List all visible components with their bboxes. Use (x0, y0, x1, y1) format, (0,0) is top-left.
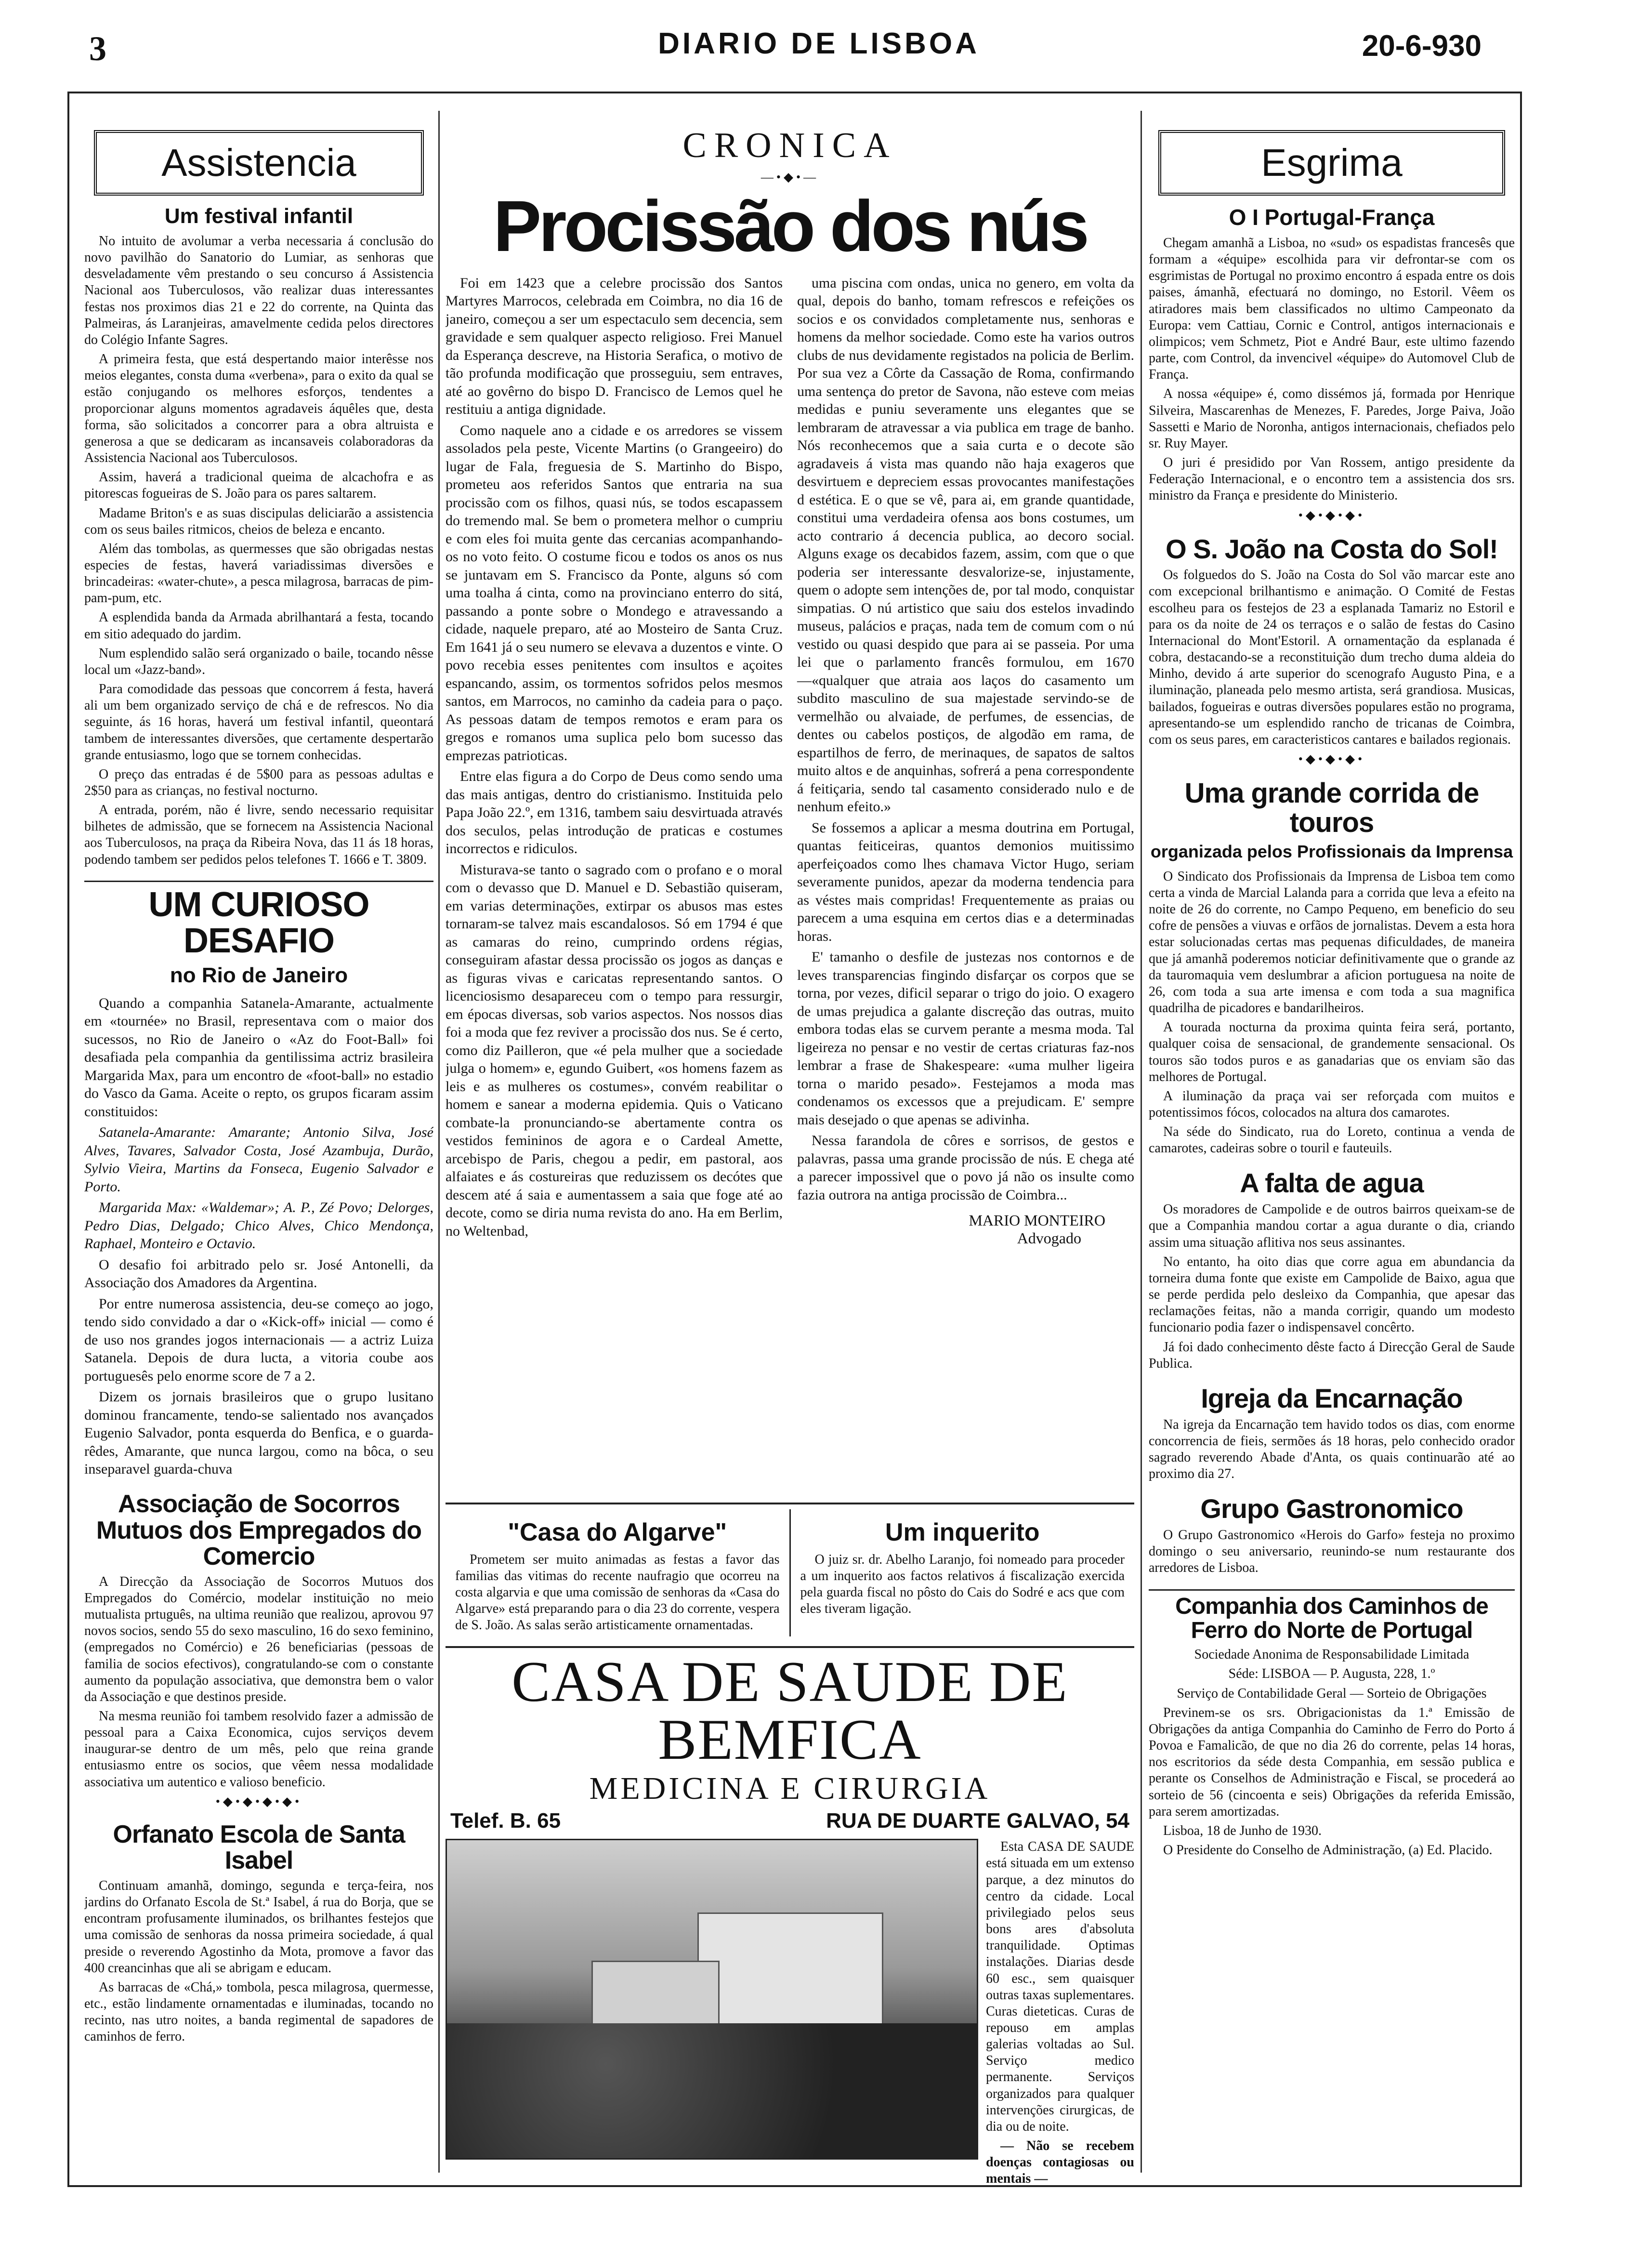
paragraph: A nossa «équipe» é, como dissémos já, formada por Henrique Silveira, Mascarenhas de Menezes, F. Paredes, Jorge Paiva, João Sassetti e Mario de Noronha, antigos internacionais, chefiados pelo sr. Ruy Mayer. (1149, 386, 1515, 451)
cronica-title: Procissão dos nús (493, 185, 1087, 266)
paragraph: A tourada nocturna da proxima quinta feira será, portanto, qualquer coisa de sensacional, de grandemente sensacional. Os touros são todos puros e as ganadarias que os enviam são das melhores de Portugal. (1149, 1020, 1515, 1084)
paragraph: Lisboa, 18 de Junho de 1930. (1163, 1823, 1322, 1838)
paragraph: O juiz sr. dr. Abelho Laranjo, foi nomeado para proceder a um inquerito aos factos relativos á fiscalização exercida pela guarda fiscal no pôsto do Cais do Sodré e acs que com eles tiveram ligação. (800, 1552, 1125, 1616)
paragraph: O Presidente do Conselho de Administração, (a) Ed. Placido. (1163, 1843, 1493, 1858)
paragraph: Na séde do Sindicato, rua do Loreto, continua a venda de camarotes, cadeiras sobre o touril e fauteuils. (1149, 1124, 1515, 1156)
article-title: Companhia dos Caminhos de Ferro do Norte de Portugal (1149, 1589, 1515, 1643)
article-subtitle: organizada pelos Profissionais da Imprensa (1150, 841, 1513, 861)
ad-body (446, 1839, 1134, 2190)
paragraph: Na mesma reunião foi tambem resolvido fazer a admissão de pessoal para a Caixa Economica, cujos serviços devem inaugurar-se dentro de um mês, pelo que reina grande entusiasmo entre os socios, que vêem nessa modalidade associativa um autentico e valioso beneficio. (84, 1709, 433, 1790)
ad-subtitle: MEDICINA E CIRURGIA (589, 1771, 991, 1806)
cronica-column-b (797, 274, 1134, 1488)
article-title: O I Portugal-França (1229, 205, 1435, 230)
paragraph: Como naquele ano a cidade e os arredores se vissem assolados pela peste, Vicente Martins (o Grangeeiro) do lugar de Fala, freguesia de S. Martinho do Bispo, prometeu aos referidos Santos que entraria na sua procissão com os filhos, quasi nús, se todos escapassem do tremendo mal. Se bem o prometera melhor o cumpriu e com eles foi muita gente das cercanias acompanhando-os no voto feito. O costume ficou e todos os anos os nus se juntavam em S. Francisco da Ponte, alguns só com uma toalha á cinta, como na provinciano enterro do sitá, passando a ponte sobre o Mondego e atravessando a cidade, naquele preparo, até ao Mosteiro de Santa Cruz. Em 1641 já o seu numero se elevava a duzentos e vinte. O povo recebia esses penitentes com insultos e açoites espancando, assim, os tormentos sofridos pelos mesmos santos, em Marrocos, no caminho da cadeia para o paço. As pessoas datam de tempos remotos e eram para os gregos e romanos uma suplica pelo bom sucesso das emprezas patrioticas. (446, 422, 783, 764)
cronica-body (446, 274, 1134, 1488)
ornament-divider: •◆•◆•◆• (1298, 752, 1365, 766)
ornament-divider: •◆•◆•◆•◆• (215, 1794, 302, 1808)
paragraph: O Grupo Gastronomico «Herois do Garfo» festeja no proximo domingo o seu aniversario, reunindo-se num restaurante dos arredores de Lisboa. (1149, 1528, 1515, 1576)
paragraph: uma piscina com ondas, unica no genero, em volta da qual, depois do banho, tomam refrescos e refeições os socios e os convidados completamente nus, senhoras e homens da melhor sociedade. Como este ha varios outros clubs de nus devidamente registados na policia de Berlim. Por sua vez a Côrte da Cassação de Roma, confirmando uma sentença do pretor de Savona, não esteve com meias medidas e puniu severamente uns elegantes que se lembraram de atravessar a via publica em trage de banho. Nós reconhecemos que a saia curta e o decote são agradaveis á vista mas quando não haja exageros que desvirtuem e depreciem essas provocantes manifestações d estética. E o que se vê, para ai, em grande quantidade, constitui uma verdadeira ofensa aos bons costumes, um acto contrario á decencia publica, ao decoro social. Alguns exage os decabidos fazem, assim, com que o que poderia ser interessante desvalorize-se, injustamente, quem o adopte sem intenções de, por tal modo, conquistar simpatias. O nú artistico que saiu dos estelos invadindo museus, palácios e praças, nada tem de comum com o nú vestido ou quasi despido que para ai se passeia. Por uma lei que o parlamento francês formulou, em 1670 —«qualquer que atraia aos laços do casamento um subdito masculino de sua majestade servindo-se de vermelhão ou alvaiade, de perfumes, de essencias, de dentes ou cabelos postiços, de algodão em rama, de espartilhos de ferro, de merinaques, de sapatos de saltos muito altos e de anquinhas, sofrerá a pena correspondente á feitiçaria, sendo tal casamento considerado nulo e de nenhum efeito.» (797, 275, 1134, 815)
paragraph: Chegam amanhã a Lisboa, no «sud» os espadistas francesês que formam a «équipe» escolhida para vir defrontar-se com os esgrimistas de Portugal no proximo encontro á espada entre os dois paises, ámanhã, efectuará no domingo, no Estoril. Vêem os atiradores mais bem classificados no ultimo Campeonato da Europa: vem Cattiau, Cornic e Control, antigos internacionais e olimpicos; vem Schmetz, Piot e André Baur, este ultimo fazendo parte, com Control, da invencivel «équipe» do Automovel Club de França. (1149, 236, 1515, 382)
paragraph: Satanela-Amarante: Amarante; Antonio Silva, José Alves, Tavares, Salvador Costa, José Azambuja, Durão, Sylvio Vieira, Martins da Fonseca, Eugenio Salvador e Porto. (84, 1124, 433, 1195)
paragraph: A Direcção da Associação de Socorros Mutuos dos Empregados do Comércio, modelar instituição no meio mutualista prtuguês, na ultima reunião que realizou, aprovou 97 novos socios, sendo 55 do sexo masculino, 16 do sexo feminino, (empregados no Comércio) e 26 beneficiarias (pessoas de familia de socios efectivos), congratulando-se com o constante aumento da população associativa, que demonstra bem o valor da Associação e que destinos preside. (84, 1574, 433, 1704)
author-signature: MARIO MONTEIRO (969, 1212, 1105, 1229)
paragraph: Continuam amanhã, domingo, segunda e terça-feira, nos jardins do Orfanato Escola de St.ª Isabel, á rua do Borja, que se encontram profusamente iluminados, os brilhantes festejos que uma comissão de senhoras da nossa primeira sociedade, á qual preside o reverendo Agostinho da Mota, promove a favor das 400 creancinhas que ali se abrigam e educam. (84, 1878, 433, 1976)
section-header-esgrima: Esgrima (1158, 130, 1505, 196)
column-rule (438, 111, 440, 2173)
author-role: Advogado (1017, 1229, 1081, 1247)
column-rule (1141, 111, 1142, 2173)
paragraph: Além das tombolas, as quermesses que são obrigadas nestas especies de festas, haverá variadissimas diversões e brincadeiras: «water-chute», a pesca milagrosa, barracas de pim-pam-pum, etc. (84, 541, 433, 606)
paragraph: No entanto, ha oito dias que corre agua em abundancia da torneira duma fonte que existe em Campolide de Baixo, agua que se perde perdida pelo desleixo da Companhia, que apesar das reclamações feitas, não a manda corrigir, quando um modesto funcionario podia fazer o indispensavel concêrto. (1149, 1254, 1515, 1335)
issue-date: 20-6-930 (1362, 29, 1482, 63)
page-number: 3 (89, 29, 106, 68)
ornament-divider: •◆•◆•◆• (1298, 508, 1365, 522)
ad-contact-line (446, 1809, 1134, 1833)
paragraph: Prometem ser muito animadas as festas a favor das familias das vitimas do recente naufragio que ocorreu na costa algarvia e que uma comissão de senhoras da «Casa do Algarve» está preparando para o dia 23 do corrente, vespera de S. João. As salas serão artisticamente ornamentadas. (455, 1552, 780, 1633)
news-inquerito (789, 1509, 1135, 1637)
paragraph: A esplendida banda da Armada abrilhantará a festa, tocando em sitio adequado do jardim. (84, 610, 433, 642)
paragraph: Foi em 1423 que a celebre procissão dos Santos Martyres Marrocos, celebrada em Coimbra, no dia 16 de janeiro, começou a ser um espectaculo sem decencia, sem gravidade e sem qualquer aspecto religioso. Frei Manuel da Esperança descreve, na Historia Serafica, o motivo de tão profunda modificação que prosseguiu, sem entraves, até ao govêrno do bispo D. Francisco de Lemos quel he restituiu a antiga dignidade. (446, 275, 783, 417)
paragraph: Entre elas figura a do Corpo de Deus como sendo uma das mais antigas, dentro do cristianismo. Instituida pelo Papa João 22.º, em 1316, tambem saiu desvirtuada através dos seculos, pelas introdução de praticas e costumes incorrectos e ridiculos. (446, 768, 783, 857)
building-photo (446, 1839, 978, 2160)
advertisement-casa-de-saude (446, 1646, 1134, 2190)
paragraph: E' tamanho o desfile de justezas nos contornos e de leves transparencias fingindo disfarçar os corpos que se torna, por vezes, dificil separar o trigo do joio. O exagero de umas prejudica a galante discreção das outras, muito embora todas elas se curvem perante a mesma moda. Tal ligeireza no pensar e no vestir de certas criaturas faz-nos lembrar a frase de Shakespeare: «uma mulher ligeira torna o marido pesado». Festejamos a moda mas condenamos os excessos que a prejudicam. E' sempre mais desejado o que apenas se adivinha. (797, 949, 1134, 1128)
article-title: Associação de Socorros Mutuos dos Empregados do Comercio (96, 1490, 422, 1571)
article-title: "Casa do Algarve" (508, 1518, 727, 1546)
article-title: Um inquerito (885, 1518, 1040, 1546)
cronica-column-a (446, 274, 783, 1488)
masthead: DIARIO DE LISBOA (658, 27, 980, 60)
cronica-kicker: CRONICA (682, 126, 897, 165)
paragraph: O juri é presidido por Van Rossem, antigo presidente da Federação Internacional, e o encontro tem a assistencia dos srs. ministro da França e presidente do Ministerio. (1149, 455, 1515, 503)
news-casa-do-algarve (446, 1509, 789, 1637)
paragraph: Previnem-se os srs. Obrigacionistas da 1.ª Emissão de Obrigações da antiga Companhia do Caminho de Ferro do Porto á Povoa e Famalicão, de que no dia 26 do corrente, pelas 14 horas, nos escritorios da séde desta Companhia, em sessão publica e perante os Conselhos de Administração e Fiscal, se procederá ao sorteio de 56 (cincoenta e seis) Obrigações da referida Emissão, para serem amortizadas. (1149, 1705, 1515, 1819)
paragraph: A primeira festa, que está despertando maior interêsse nos meios elegantes, consta duma «verbena», para o exito da qual se estão conjugando os melhores esforços, tendentes a proporcionar alguns momentos agradaveis áquêles que, desta forma, são solicitados a concorrer para a obra altruista e generosa a que se dedicaram as incansaveis colaboradoras da Assistencia Nacional aos Tuberculosos. (84, 352, 433, 466)
paragraph: Para comodidade das pessoas que concorrem á festa, haverá ali um bem organizado serviço de chá e de refrescos. No dia seguinte, ás 16 horas, haverá um festival infantil, queontará tambem de interessantes diversões, que certamente despertarão grande entusiasmo, logo que se tornem conhecidas. (84, 682, 433, 763)
paragraph: Os folguedos do S. João na Costa do Sol vão marcar este ano com excepcional brilhantismo e animação. O Comité de Festas escolheu para os festejos de 23 a esplanada Tamariz no Estoril e para os da noite de 24 os terraços e o salão de festas do Casino Internacional do Mont'Estoril. A ornamentação da esplanada é cobra, destacando-se a reconstituição dum trecho duma aldeia do Minho, devido á arte superior do scenografo Augusto Pina, e a iluminação, planeada pelo mesmo artista, será grandiosa. Musicas, bailados, fogueiras e outras diversões populares estão no programa, apresentando-se um esplendido rancho de tricanas de Coimbra, com os seus pares, em caracteristicos cantares e bailados regionais. (1149, 567, 1515, 747)
ornament-divider: —•◆•— (761, 170, 819, 184)
photo-building (697, 1912, 883, 2031)
paragraph: O Sindicato dos Profissionais da Imprensa de Lisboa tem como certa a vinda de Marcial Lalanda para a corrida que leva a efeito na noite de 26 do corrente, no Campo Pequeno, em beneficio do seu cofre de pensões a viuvas e orfãos de jornalistas. Devem a esta hora estar solucionadas certas mas pequenas dificuldades, de maneira que já amanhã poderemos noticiar definitivamente que o grande az da tauromaquia vem deslumbrar a aficion portuguesa na noite de 26, com toda a sua arte imensa e com toda a sua magnifica quadrilha de picadores e bandarilheiros. (1149, 869, 1515, 1016)
article-title: Igreja da Encarnação (1201, 1383, 1463, 1413)
page-header (0, 0, 1626, 92)
ad-phone: Telef. B. 65 (450, 1809, 561, 1833)
section-header-assistencia: Assistencia (94, 130, 424, 196)
paragraph: Margarida Max: «Waldemar»; A. P., Zé Povo; Delorges, Pedro Dias, Delgado; Chico Alves, Chico Mendonça, Raphael, Monteiro e Octavio. (84, 1200, 433, 1252)
paragraph: O preço das entradas é de 5$00 para as pessoas adultas e 2$50 para as crianças, no festival nocturno. (84, 766, 433, 798)
column-right (1149, 111, 1515, 1861)
paragraph: Assim, haverá a tradicional queima de alcachofra e as pitorescas fogueiras de S. João para os pares saltarem. (84, 470, 433, 501)
paragraph: Sociedade Anonima de Responsabilidade Limitada (1194, 1647, 1469, 1662)
article-title: Um festival infantil (164, 204, 354, 228)
paragraph: No intuito de avolumar a verba necessaria á conclusão do novo pavilhão do Sanatorio do Lumiar, as senhoras que desveladamente vêm prestando o seu concurso á Assistencia Nacional aos Tuberculosos, vão realizar duas interessantes festas nos proximos dias 21 e 22 do corrente, na Quinta das Palmeiras, ás Laranjeiras, amavelmente cedida pelos directores do Colégio Infante Sagres. (84, 234, 433, 347)
paragraph: Quando a companhia Satanela-Amarante, actualmente em «tournée» no Brasil, representava com o maior dos sucessos, no Rio de Janeiro o «Az do Foot-Ball» foi desafiada pela companhia da gentilissima actriz brasileira Margarida Max, para um encontro de «foot-ball» no estadio do Vasco da Gama. Aceite o repto, os grupos ficaram assim constituidos: (84, 995, 433, 1120)
article-title: Grupo Gastronomico (1200, 1493, 1463, 1524)
article-title: Uma grande corrida de touros (1184, 778, 1479, 838)
paragraph: Num esplendido salão será organizado o baile, tocando nêsse local um «Jazz-band». (84, 646, 433, 677)
ad-address: RUA DE DUARTE GALVAO, 54 (826, 1809, 1129, 1833)
paragraph: Se fossemos a aplicar a mesma doutrina em Portugal, quantas feiticeiras, quantos demonios muitissimo aperfeiçoados como lhes chamava Victor Hugo, seriam severamente punidos, apezar da moderna tendencia para as véstes mais compridas! Frequentemente as praias ou parecem a uma esquina em certos dias e a determinadas horas. (797, 819, 1134, 944)
paragraph: Esta CASA DE SAUDE está situada em um extenso parque, a dez minutos do centro da cidade. Local privilegiado pelos seus bons ares d'absoluta tranquilidade. Optimas instalações. Diarias desde 60 esc., sem quaisquer outras taxas suplementares. Curas dieteticas. Curas de repouso em amplas galerias voltadas ao Sul. Serviço medico permanente. Serviços organizados para qualquer intervenções cirurgicas, de dia ou de noite. (986, 1839, 1134, 2134)
article-subtitle: no Rio de Janeiro (170, 963, 348, 987)
paragraph: Na igreja da Encarnação tem havido todos os dias, com enorme concorrencia de fieis, sermões ás 18 horas, pelo conhecido orador sagrado reverendo Abade d'Anta, os quais continuarão até ao proximo dia 27. (1149, 1417, 1515, 1482)
paragraph: Serviço de Contabilidade Geral — Sorteio de Obrigações (1177, 1686, 1487, 1701)
ad-title: CASA DE SAUDE DE BEMFICA (511, 1649, 1068, 1772)
column-left (84, 111, 433, 2048)
paragraph: Nessa farandola de côres e sorrisos, de gestos e palavras, passa uma grande procissão de nús. E chega até a parecer impossivel que o povo já não os insulte como fazia outrora na antiga procissão de Coimbra... (797, 1133, 1134, 1203)
article-title: O S. João na Costa do Sol! (1166, 533, 1498, 564)
paragraph: Já foi dado conhecimento dêste facto á Direcção Geral de Saude Publica. (1149, 1339, 1515, 1371)
paragraph: Por entre numerosa assistencia, deu-se começo ao jogo, tendo sido convidado a dar o «Kick-off» inicial — como é de uso nos grandes jogos internacionais — a actriz Luiza Satanela. Depois de dura lucta, a vitoria coube aos portuguesês pelo enorme score de 7 a 2. (84, 1295, 433, 1384)
paragraph: O desafio foi arbitrado pelo sr. José Antonelli, da Associação dos Amadores da Argentina. (84, 1256, 433, 1291)
paragraph: A entrada, porém, não é livre, sendo necessario requisitar bilhetes de admissão, que se fornecem na Assistencia Nacional aos Tuberculosos, na praça da Ribeira Nova, das 11 ás 18 horas, podendo tambem ser pedidos pelos telefones T. 1666 e T. 3809. (84, 803, 433, 867)
article-title: Orfanato Escola de Santa Isabel (113, 1820, 405, 1875)
column-center (446, 111, 1134, 2190)
article-title: UM CURIOSO DESAFIO (84, 881, 433, 960)
paragraph: Dizem os jornais brasileiros que o grupo lusitano dominou francamente, tendo-se salientado nos avançados Eugenio Salvador, ponta esquerda do Benfica, e o guarda-rêdes, Amarante, que nunca largou, como na bôca, o seu inseparavel guarda-chuva (84, 1389, 433, 1477)
paragraph: As barracas de «Chá,» tombola, pesca milagrosa, quermesse, etc., estão lindamente ornamentadas e iluminadas, tocando no recinto, nas utro noites, a banda regimental de sapadores de caminhos de ferro. (84, 1979, 433, 2044)
paragraph: Madame Briton's e as suas discipulas deliciarão a assistencia com os seus bailes ritmicos, cheios de beleza e encanto. (84, 505, 433, 537)
paragraph: A iluminação da praça vai ser reforçada com muitos e potentissimos fócos, colocados na altura dos camarotes. (1149, 1088, 1515, 1120)
photo-trees (447, 2023, 977, 2158)
article-title: A falta de agua (1240, 1168, 1424, 1199)
paragraph: Os moradores de Campolide e de outros bairros queixam-se de que a Companhia mandou cortar a agua durante o dia, criando assim uma situação aflitiva nos seus assinantes. (1149, 1202, 1515, 1250)
paragraph: — Não se recebem doenças contagiosas ou mentais — (986, 2138, 1134, 2187)
paragraph: Séde: LISBOA — P. Augusta, 228, 1.º (1228, 1666, 1435, 1682)
ad-description (978, 1839, 1134, 2190)
paragraph: Misturava-se tanto o sagrado com o profano e o moral com o devasso que D. Manuel e D. Sebastião quiseram, em varias determinações, extirpar os abusos mas estes tornaram-se talvez mais escandalosos. Só em 1794 é que as camaras do reino, cumprindo ordens régias, conseguiram afastar dessa procissão os jogos as danças e as figuras vivas e caricatas representando santos. O licenciosismo desapareceu com o tempo para ressurgir, em épocas diversas, sob varios aspectos. Nos nossos dias foi a moda que fez reviver a procissão dos nus. Se é certo, como diz Pailleron, que «é pela mulher que a sociedade julga o homem» e, egundo Guibert, «os homens fazem as leis e as mulheres os costumes», convém reabilitar o homem e sanear a moderna epidemia. Quis o Vaticano combate-la pronunciando-se abertamente contra os vestidos femininos de agora e o Cardeal Amette, arcebispo de Paris, chegou a pedir, em pastoral, aos alfaiates e ás costureiras que reduzissem os decótes que descem até á saia e aumentassem a saia que foge até ao decote, como se diria numa revista do ano. Ha em Berlim, no Weltenbad, (446, 861, 783, 1239)
short-news-row (446, 1503, 1134, 1637)
